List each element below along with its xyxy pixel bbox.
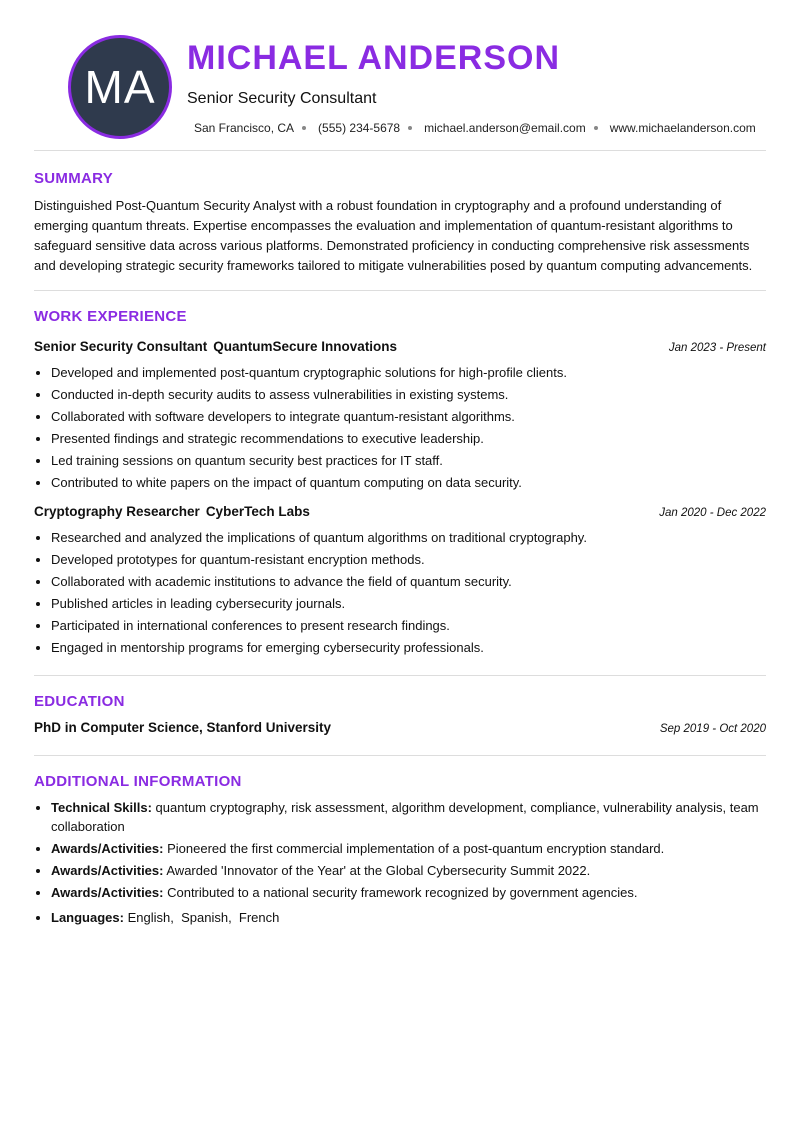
- education-date: Sep 2019 - Oct 2020: [659, 723, 766, 735]
- education-section: [34, 676, 766, 755]
- job-date: Jan 2023 - Present: [668, 342, 766, 354]
- job-role: Cryptography Researcher: [34, 504, 200, 519]
- candidate-title: Senior Security Consultant: [187, 90, 377, 107]
- section-heading-additional: ADDITIONAL INFORMATION: [34, 773, 242, 790]
- job-bullets: [34, 362, 766, 494]
- item-label: Awards/Activities:: [51, 863, 164, 878]
- list-item: • Published articles in leading cybersecurity journals.: [51, 593, 766, 615]
- item-text: Awarded 'Innovator of the Year' at the Global Cybersecurity Summit 2022.: [166, 863, 591, 878]
- list-item: [51, 861, 766, 880]
- item-label: Technical Skills:: [51, 800, 152, 815]
- languages-item: [51, 908, 766, 927]
- separator-dot: [594, 126, 598, 130]
- item-label: Languages:: [51, 910, 124, 925]
- job-entry: [34, 337, 766, 494]
- section-heading-summary: SUMMARY: [34, 170, 114, 187]
- list-item: • Collaborated with software developers to integrate quantum-resistant algorithms.: [51, 406, 766, 428]
- list-item: [51, 883, 766, 902]
- job-company: QuantumSecure Innovations: [213, 339, 398, 354]
- additional-info-list: [34, 798, 766, 927]
- job-header: [34, 502, 766, 523]
- contact-location: San Francisco, CA: [194, 121, 295, 135]
- list-item: • Contributed to white papers on the impact of quantum computing on data security.: [51, 472, 766, 494]
- list-item: • Presented findings and strategic recommendations to executive leadership.: [51, 428, 766, 450]
- resume-header: [34, 0, 766, 150]
- education-degree: PhD in Computer Science, Stanford University: [34, 720, 332, 735]
- section-heading-education: EDUCATION: [34, 693, 125, 710]
- job-role: Senior Security Consultant: [34, 339, 208, 354]
- candidate-name: MICHAEL ANDERSON: [187, 39, 561, 77]
- separator-dot: [408, 126, 412, 130]
- job-date: Jan 2020 - Dec 2022: [659, 507, 766, 519]
- summary-section: [34, 151, 766, 290]
- item-text: Pioneered the first commercial implementation of a post-quantum encryption standard.: [167, 841, 665, 856]
- avatar: MA: [68, 35, 172, 139]
- item-text: quantum cryptography, risk assessment, algorithm development, compliance, vulnerability analysis, team collaboration: [51, 800, 759, 834]
- resume-body: [34, 151, 766, 930]
- summary-text: Distinguished Post-Quantum Security Analyst with a robust foundation in cryptography and a profound understanding of emerging quantum threats. Expertise encompasses the evaluation and implementation of quantum-resistant algorithms to safeguard sensitive data across various platforms. Demonstrated proficiency in conducting comprehensive risk assessments and developing strategic security frameworks tailored to mitigate vulnerabilities posed by quantum computing advancements.: [34, 198, 753, 273]
- list-item: • Conducted in-depth security audits to assess vulnerabilities in existing systems.: [51, 384, 766, 406]
- job-entry: [34, 502, 766, 659]
- separator-dot: [302, 126, 306, 130]
- additional-info-section: [34, 756, 766, 927]
- education-entry: [34, 718, 766, 739]
- contact-website[interactable]: www.michaelanderson.com: [609, 121, 756, 135]
- list-item: • Developed prototypes for quantum-resistant encryption methods.: [51, 549, 766, 571]
- list-item: • Led training sessions on quantum security best practices for IT staff.: [51, 450, 766, 472]
- job-bullets: [34, 527, 766, 659]
- job-header: [34, 337, 766, 358]
- language: , Spanish: [170, 910, 228, 925]
- section-heading-work: WORK EXPERIENCE: [34, 308, 187, 325]
- list-item: • Collaborated with academic institutions to advance the field of quantum security.: [51, 571, 766, 593]
- work-experience-section: [34, 291, 766, 675]
- list-item: • Researched and analyzed the implications of quantum algorithms on traditional cryptography.: [51, 527, 766, 549]
- job-company: CyberTech Labs: [205, 504, 310, 519]
- contact-phone: (555) 234-5678: [318, 121, 401, 135]
- list-item: [51, 798, 766, 836]
- list-item: • Developed and implemented post-quantum cryptographic solutions for high-profile clients.: [51, 362, 766, 384]
- item-text: Contributed to a national security framework recognized by government agencies.: [167, 885, 638, 900]
- contact-row: [194, 120, 756, 136]
- list-item: [51, 839, 766, 858]
- job-role-company: [34, 337, 397, 357]
- item-label: Awards/Activities:: [51, 841, 164, 856]
- language: English: [127, 910, 171, 925]
- item-label: Awards/Activities:: [51, 885, 164, 900]
- list-item: • Engaged in mentorship programs for emerging cybersecurity professionals.: [51, 637, 766, 659]
- contact-email[interactable]: michael.anderson@email.com: [424, 121, 586, 135]
- job-role-company: [34, 502, 310, 522]
- list-item: • Participated in international conferences to present research findings.: [51, 615, 766, 637]
- language: , French: [228, 910, 279, 925]
